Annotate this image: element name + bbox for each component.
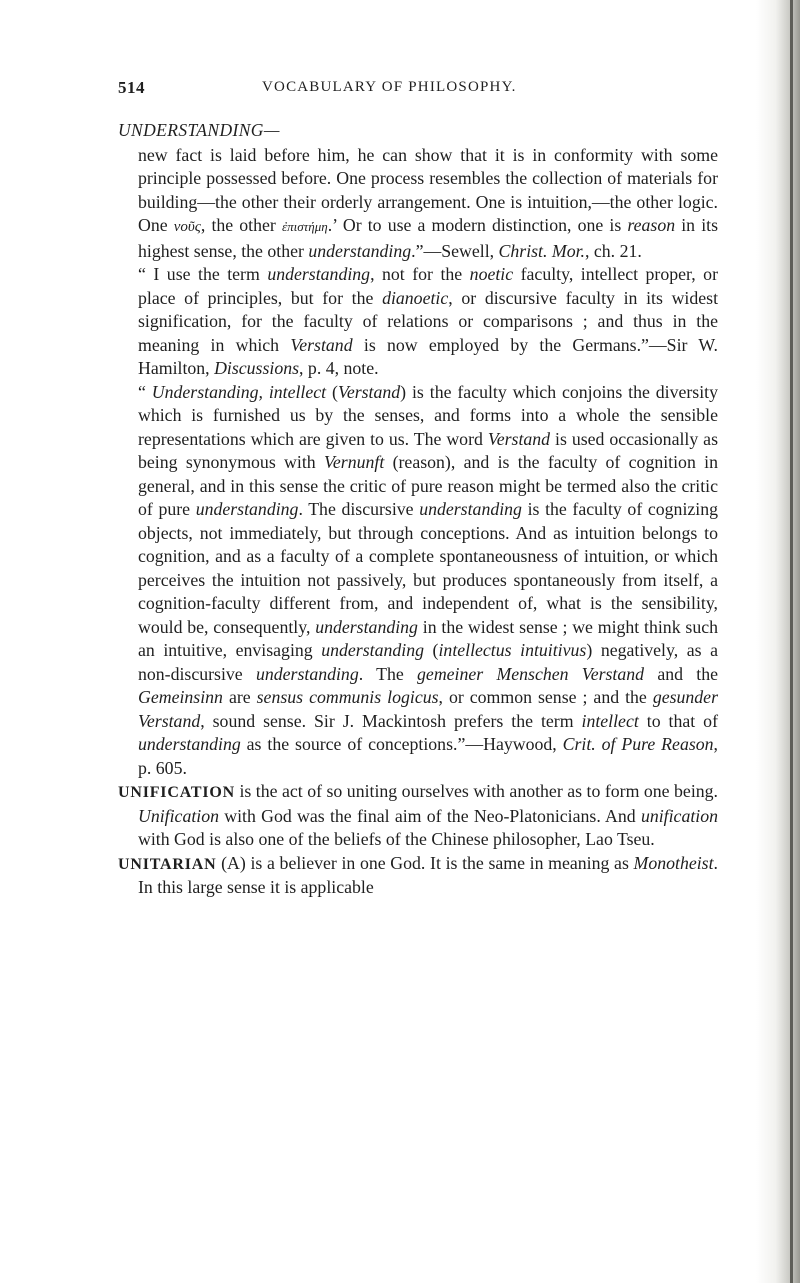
text-run: “	[138, 381, 152, 402]
text-run: , ch. 21.	[585, 240, 642, 261]
italic-term: understanding	[308, 240, 412, 261]
understanding-paragraph-3	[118, 381, 718, 781]
text-run: with God was the final aim of the Neo-Platonicians. And	[219, 805, 641, 826]
text-run: . The	[358, 663, 418, 684]
text-run: , p. 605.	[138, 734, 718, 778]
text-run: as the source of conceptions.”—Haywood,	[240, 734, 563, 754]
understanding-paragraph-1	[118, 144, 718, 264]
italic-term: understanding	[138, 734, 241, 754]
headword-unitarian: UNITARIAN	[118, 855, 217, 873]
italic-term: understanding	[255, 663, 359, 684]
italic-term: Verstand	[487, 428, 551, 449]
italic-term: intellectus intuitivus	[438, 640, 587, 660]
text-run: in the widest sense ; we might think such an intuitive, envisaging	[138, 616, 718, 660]
text-run: (A) is a believer in one God. It is the same in meaning as	[216, 852, 634, 873]
entry-unitarian	[118, 852, 718, 900]
text-run: .”—Sewell,	[411, 240, 499, 261]
italic-term: noetic	[469, 264, 514, 284]
text-run: . In this large sense it is applicable	[138, 852, 718, 897]
entry-heading-understanding: UNDERSTANDING—	[118, 120, 280, 140]
binding-edge	[790, 0, 793, 1283]
italic-term: Monotheist	[633, 852, 714, 873]
italic-term: reason	[627, 215, 676, 235]
text-run: “ I use the term	[138, 264, 268, 284]
text-run: , sound sense. Sir J. Mackintosh prefers the term	[200, 710, 582, 731]
italic-term: intellect	[581, 710, 639, 731]
italic-term: gesunder Verstand	[138, 687, 718, 731]
running-head: VOCABULARY OF PHILOSOPHY.	[262, 79, 517, 95]
text-run: (	[326, 381, 338, 402]
text-run: to that of	[638, 710, 718, 731]
italic-term: Verstand	[290, 334, 353, 355]
text-run: is the faculty of cognizing objects, not immediately, but through conceptions. And as intuition belongs to cognition, and as a faculty of a complete spontaneousness of intuition, or which perceives the intuition not passively, but produces spontaneously from itself, a cognition-faculty different from, and independent of, what is the sensibility, would be, consequently,	[138, 499, 718, 637]
italic-term: understanding	[195, 499, 299, 519]
page-body	[118, 119, 718, 900]
text-run: . The discursive	[298, 499, 420, 519]
understanding-paragraph-2	[118, 263, 718, 381]
italic-term: Gemeinsinn	[138, 687, 223, 707]
text-run: faculty, intellect proper, or place of principles, but for the	[138, 264, 718, 308]
italic-term: Understanding, intellect	[151, 381, 327, 402]
italic-term: Verstand	[337, 381, 401, 402]
source-citation: Discussions	[214, 358, 300, 378]
text-run: , the other	[200, 215, 282, 235]
text-run: , not for the	[370, 264, 470, 284]
text-run: ) negatively, as a non-discursive	[138, 640, 719, 684]
text-run: , or common sense ; and the	[438, 687, 653, 707]
italic-term: Unification	[138, 805, 219, 826]
greek-term: νοῦς	[173, 219, 201, 235]
page-header	[118, 78, 698, 102]
text-run: , p. 4, note.	[299, 358, 379, 378]
source-citation: Crit. of Pure Reason	[562, 734, 714, 754]
entry-unification	[118, 780, 718, 852]
text-run: with God is also one of the beliefs of the Chinese philosopher, Lao Tseu.	[138, 829, 655, 849]
text-run: are	[222, 687, 257, 707]
text-run: , or discursive faculty in its widest signification, for the faculty of relations or comparisons ; and thus in the meaning in which	[138, 287, 719, 355]
text-run: (reason), and is the faculty of cognition in general, and in this sense the critic of pure reason might be termed also the critic of pure	[138, 452, 718, 519]
text-run: new fact is laid before him, he can show that it is in conformity with some principle possessed before. One process resembles the collection of materials for building—the other their orderly arrangement. One is intuition,—the other logic. One	[138, 144, 718, 235]
text-run: is now employed by the Germans.”—Sir W. Hamilton,	[138, 334, 718, 378]
text-run: .’ Or to use a modern distinction, one is	[327, 215, 628, 235]
text-run: is the act of so uniting ourselves with another as to form one being.	[234, 781, 718, 801]
text-run: ) is the faculty which conjoins the diversity which is furnished us by the senses, and forms into a whole the sensible representations which are given to us. The word	[138, 381, 718, 449]
page-number: 514	[118, 78, 145, 97]
italic-term: dianoetic	[382, 287, 449, 308]
binding-shadow	[756, 0, 800, 1283]
greek-term: ἐπιστήμη	[281, 219, 328, 234]
italic-term: sensus communis logicus	[256, 687, 439, 707]
source-citation: Christ. Mor.	[498, 240, 585, 261]
italic-term: Vernunft	[324, 452, 385, 472]
text-run: in its highest sense, the other	[138, 215, 718, 261]
italic-term: understanding	[267, 264, 371, 284]
italic-term: understanding	[315, 616, 418, 637]
italic-term: gemeiner Menschen Verstand	[417, 663, 645, 684]
text-run: and the	[644, 663, 718, 684]
headword-unification: UNIFICATION	[118, 784, 235, 801]
italic-term: understanding	[321, 640, 424, 660]
text-run: (	[423, 640, 439, 660]
italic-term: unification	[640, 805, 718, 826]
text-run: is used occasionally as being synonymous with	[138, 428, 718, 472]
italic-term: understanding	[419, 499, 522, 519]
